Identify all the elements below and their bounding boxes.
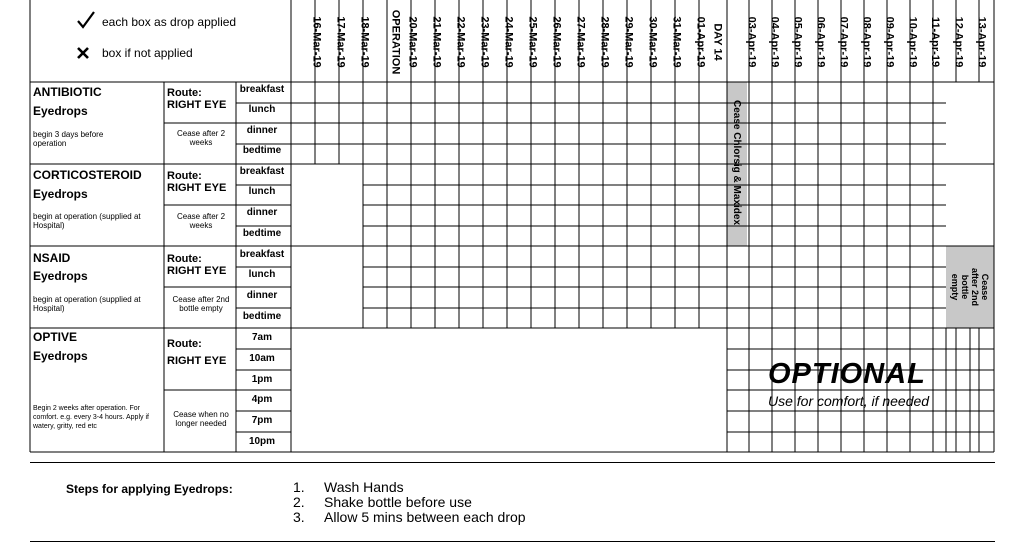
med-note: begin at operation (supplied at Hospital) (33, 212, 141, 230)
date-header: 06-Apr-19 (814, 16, 827, 68)
cease-note: Cease after 2 weeks (176, 129, 226, 147)
time-label: 1pm (251, 374, 273, 385)
cross-icon (76, 46, 90, 60)
med-name: NSAID (33, 251, 71, 265)
date-header: 24-Mar-19 (502, 16, 515, 68)
steps-title: Steps for applying Eyedrops: (66, 482, 233, 496)
step-number: 2. (293, 494, 305, 510)
time-label: dinner (246, 207, 278, 218)
med-note: begin 3 days before operation (33, 130, 104, 148)
step-item: Allow 5 mins between each drop (324, 509, 526, 525)
med-note: Begin 2 weeks after operation. For comfort. e.g. every 3-4 hours. Apply if watery, gritty, red etc (33, 405, 149, 430)
date-header: 01-Apr-19 (694, 16, 707, 68)
route-value: RIGHT EYE (167, 99, 227, 111)
route-label: Route: (167, 253, 202, 265)
step-item: Shake bottle before use (324, 494, 472, 510)
time-label: bedtime (242, 145, 282, 156)
time-label: lunch (248, 269, 276, 280)
steps-panel (30, 462, 995, 542)
time-label: lunch (248, 104, 276, 115)
date-header: 11-Apr-19 (929, 16, 942, 68)
date-header: 09-Apr-19 (883, 16, 896, 68)
route-label: Route: (167, 338, 202, 350)
date-header: 21-Mar-19 (430, 16, 443, 68)
step-item: Wash Hands (324, 479, 404, 495)
date-header: 07-Apr-19 (837, 16, 850, 68)
med-note: begin at operation (supplied at Hospital) (33, 295, 141, 313)
date-header: 29-Mar-19 (622, 16, 635, 68)
date-header: 31-Mar-19 (670, 16, 683, 68)
date-header: 18-Mar-19 (358, 16, 371, 68)
date-header: 20-Mar-19 (406, 16, 419, 68)
cease-nsaid-note: Cease after 2nd bottle empty (950, 267, 990, 306)
date-header: 13-Apr-19 (975, 16, 988, 68)
date-header: 17-Mar-19 (334, 16, 347, 68)
time-label: bedtime (242, 228, 282, 239)
time-label: breakfast (239, 84, 285, 95)
check-icon (76, 10, 96, 30)
time-label: breakfast (239, 166, 285, 177)
date-header: OPERATION (389, 9, 402, 75)
med-type: Eyedrops (33, 187, 88, 201)
cease-chlorsig-note: Cease Chlorsig & Maxidex (731, 99, 743, 225)
med-type: Eyedrops (33, 349, 88, 363)
date-header: 12-Apr-19 (952, 16, 965, 68)
time-label: lunch (248, 186, 276, 197)
time-label: dinner (246, 125, 278, 136)
date-header: 16-Mar-19 (310, 16, 323, 68)
step-number: 3. (293, 509, 305, 525)
time-label: 7pm (251, 415, 273, 426)
med-name: CORTICOSTEROID (33, 168, 142, 182)
route-value: RIGHT EYE (167, 265, 227, 277)
cease-note: Cease when no longer needed (173, 410, 229, 428)
date-header: DAY 14 (711, 23, 724, 61)
date-header: 05-Apr-19 (791, 16, 804, 68)
date-header: 28-Mar-19 (598, 16, 611, 68)
date-header: 10-Apr-19 (906, 16, 919, 68)
date-header: 23-Mar-19 (478, 16, 491, 68)
date-header: 08-Apr-19 (860, 16, 873, 68)
date-header: 27-Mar-19 (574, 16, 587, 68)
time-label: bedtime (242, 311, 282, 322)
date-header: 26-Mar-19 (550, 16, 563, 68)
time-label: breakfast (239, 249, 285, 260)
route-value: RIGHT EYE (167, 355, 227, 367)
med-name: OPTIVE (33, 330, 78, 344)
date-header: 25-Mar-19 (526, 16, 539, 68)
cease-note: Cease after 2nd bottle empty (172, 295, 230, 313)
route-label: Route: (167, 87, 202, 99)
time-label: dinner (246, 290, 278, 301)
legend-cross-label: box if not applied (102, 46, 193, 60)
time-label: 4pm (251, 394, 273, 405)
med-name: ANTIBIOTIC (33, 85, 102, 99)
date-header: 22-Mar-19 (454, 16, 467, 68)
date-header: 04-Apr-19 (768, 16, 781, 68)
optional-title: OPTIONAL (768, 358, 926, 390)
route-label: Route: (167, 170, 202, 182)
date-header: 03-Apr-19 (745, 16, 758, 68)
optional-subtitle: Use for comfort, if needed (768, 393, 930, 409)
time-label: 10pm (248, 436, 276, 447)
date-header: 30-Mar-19 (646, 16, 659, 68)
cease-note: Cease after 2 weeks (176, 212, 226, 230)
route-value: RIGHT EYE (167, 182, 227, 194)
time-label: 10am (249, 353, 275, 364)
legend-tick-label: each box as drop applied (102, 15, 237, 29)
med-type: Eyedrops (33, 104, 88, 118)
time-label: 7am (251, 332, 272, 343)
med-type: Eyedrops (33, 269, 88, 283)
step-number: 1. (293, 479, 305, 495)
